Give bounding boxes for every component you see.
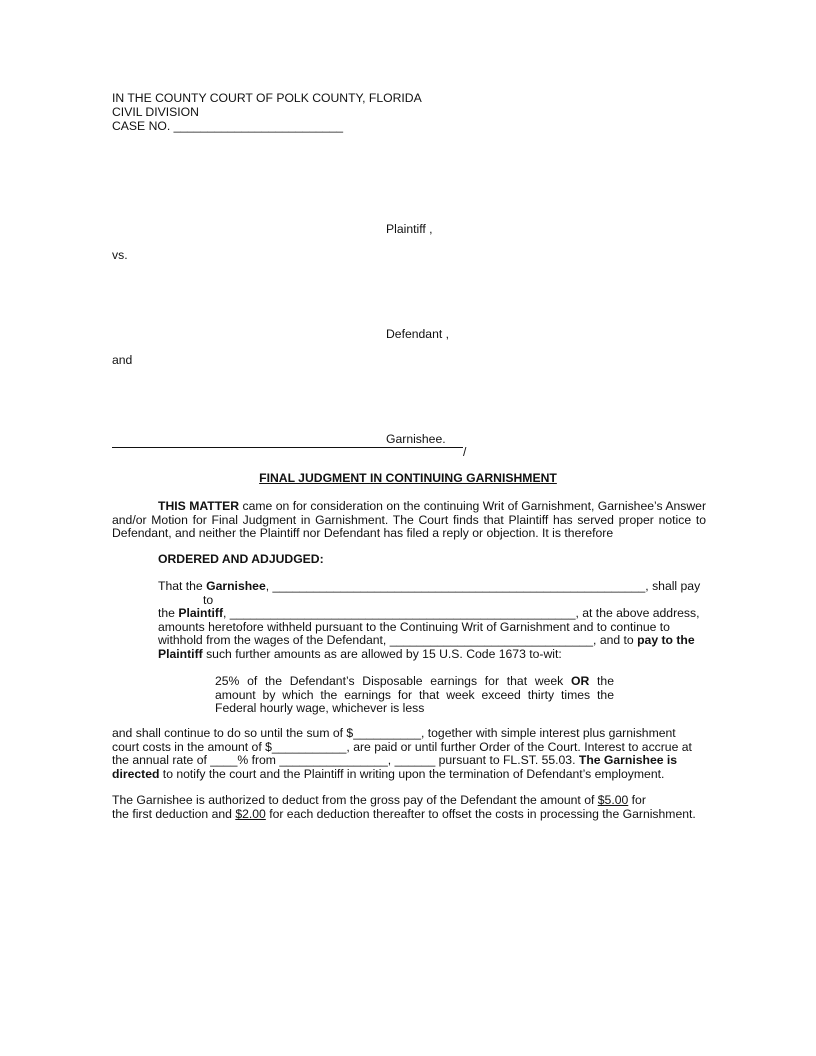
court-costs-line: court costs in the amount of $___________, are paid or until further Order of the Court. Interest to accrue at	[112, 739, 692, 754]
deduction-2-pre: the first deduction and	[112, 806, 236, 821]
notify-text: to notify the court and the Plaintiff in writing upon the termination of Defendant’s employment.	[159, 766, 665, 781]
garnishee-label: Garnishee.	[386, 432, 446, 446]
pay-to-bold: pay to the	[637, 633, 695, 648]
case-caption	[112, 92, 422, 134]
plaintiff-bold: Plaintiff	[178, 606, 224, 621]
this-matter-lead: THIS MATTER	[158, 499, 240, 513]
garnishee-line	[158, 580, 705, 594]
court-name: IN THE COUNTY COURT OF POLK COUNTY, FLORIDA	[112, 91, 422, 105]
division-name: CIVIL DIVISION	[112, 105, 199, 119]
sum-line: and shall continue to do so until the sum of $__________, together with simple interest plus garnishment	[112, 726, 676, 740]
statute-text: such further amounts as are allowed by 15 U.S. Code 1673 to-wit:	[202, 646, 562, 661]
plaintiff-line-pre: the	[158, 606, 179, 621]
case-number-field: CASE NO. _________________________	[112, 119, 344, 133]
directed-bold: directed	[112, 766, 160, 781]
continuation-paragraph	[112, 727, 705, 781]
defendant-label: Defendant ,	[386, 327, 450, 341]
garnishee-line-pre: That the	[158, 579, 207, 593]
to-label: to	[203, 592, 214, 607]
plaintiff-line	[158, 607, 705, 621]
caption-divider-slash: /	[463, 445, 467, 459]
statute-line	[158, 648, 705, 662]
defendant-wages-line	[158, 634, 705, 648]
interest-text: the annual rate of ____% from ________________, ______ pursuant to FL.ST. 55.03.	[112, 753, 579, 768]
plaintiff-name-blank: , ___________________________________________________, at the above address,	[223, 606, 700, 621]
deduction-line-2	[112, 808, 696, 822]
first-deduction-amount: $5.00	[597, 793, 629, 807]
garnishee-order-block	[158, 580, 705, 662]
defendant-wages-pre: withhold from the wages of the Defendant, ______________________________, and to	[158, 633, 638, 648]
subsequent-deduction-amount: $2.00	[235, 806, 266, 821]
garnishee-name-blank: , _______________________________________________________, shall pay	[265, 579, 701, 593]
and-label: and	[112, 353, 133, 367]
deduction-paragraph	[112, 794, 696, 821]
deduction-pre: The Garnishee is authorized to deduct from the gross pay of the Defendant the amount of	[112, 793, 598, 807]
caption-divider-line	[112, 447, 463, 448]
notify-line	[112, 768, 705, 782]
interest-line	[112, 754, 705, 768]
plaintiff-bold-2: Plaintiff	[158, 646, 203, 661]
opening-body: came on for consideration on the continuing Writ of Garnishment, Garnishee’s Answer and/or Motion for Final Judgment in Garnishment. The Court finds that Plaintiff has served proper notice to Defendant, and neither the Plaintiff nor Defendant has filed a reply or objection. It is therefore	[112, 499, 706, 541]
withheld-line: amounts heretofore withheld pursuant to the Continuing Writ of Garnishment and to continue to	[158, 619, 670, 634]
quote-pre: 25% of the Defendant’s Disposable earnings for that week	[215, 674, 572, 688]
opening-paragraph	[112, 500, 706, 541]
quote-or: OR	[571, 674, 590, 688]
garnishee-is-bold: The Garnishee is	[578, 753, 678, 768]
deduction-post: for	[628, 793, 646, 807]
deduction-line-1	[112, 794, 696, 808]
quote-post: the amount by which the earnings for that week exceed thirty times the Federal hourly wage, whichever is less	[215, 674, 614, 716]
document-title: FINAL JUDGMENT IN CONTINUING GARNISHMENT	[259, 471, 557, 485]
plaintiff-label: Plaintiff ,	[386, 222, 433, 236]
versus-label: vs.	[112, 248, 128, 262]
garnishee-bold: Garnishee	[206, 579, 266, 593]
disposable-earnings-clause	[215, 675, 614, 716]
ordered-heading: ORDERED AND ADJUDGED:	[158, 552, 324, 566]
deduction-2-post: for each deduction thereafter to offset the costs in processing the Garnishment.	[265, 806, 696, 821]
